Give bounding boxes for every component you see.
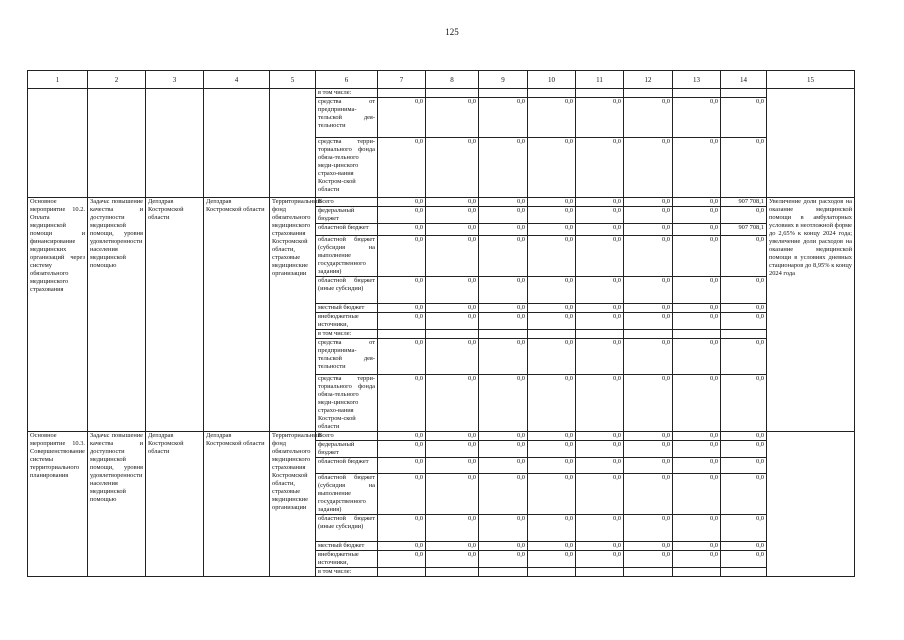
- value-cell: 0,0: [721, 313, 767, 330]
- value-cell: 0,0: [378, 432, 426, 441]
- value-cell: 0,0: [426, 277, 479, 304]
- value-cell: 0,0: [673, 198, 721, 207]
- value-cell: 0,0: [624, 542, 673, 551]
- value-cell: 0,0: [479, 207, 528, 224]
- budget-table: [27, 70, 855, 577]
- value-cell: 0,0: [624, 304, 673, 313]
- c2-cont: [88, 89, 146, 198]
- expected-result: Увеличение доли расходов на оказание медицинской помощи в амбулаторных условиях в неотложной форме до 2,65% к концу 2024 года; увеличение доли расходов на оказание медицинской помощи в условиях дневных стационаров до 8,95% к концу 2024 года: [767, 198, 855, 432]
- value-cell: 0,0: [721, 339, 767, 375]
- value-cell: 0,0: [673, 236, 721, 277]
- value-cell: 0,0: [528, 474, 576, 515]
- value-cell: 0,0: [624, 198, 673, 207]
- source-label: местный бюджет: [316, 542, 378, 551]
- value-cell: 0,0: [673, 277, 721, 304]
- value-cell: 907 708,1: [721, 224, 767, 236]
- column-header: 15: [767, 71, 855, 89]
- value-cell: 0,0: [479, 441, 528, 458]
- column-header: 7: [378, 71, 426, 89]
- empty-cell: [426, 568, 479, 577]
- value-cell: 0,0: [426, 339, 479, 375]
- value-cell: 0,0: [624, 98, 673, 138]
- value-cell: 0,0: [624, 458, 673, 474]
- value-cell: 0,0: [673, 207, 721, 224]
- value-cell: 0,0: [673, 339, 721, 375]
- source-label: областной бюджет (субсидия на выполнение государственного задания): [316, 236, 378, 277]
- value-cell: 0,0: [479, 375, 528, 432]
- empty-cell: [528, 568, 576, 577]
- column-header: 4: [204, 71, 270, 89]
- value-cell: 0,0: [576, 138, 624, 198]
- task-text: Задача: повышение качества и доступности медицинской помощи, уровня удовлетворенности населения медицинской помощью: [88, 198, 146, 432]
- value-cell: 0,0: [624, 375, 673, 432]
- empty-cell: [528, 330, 576, 339]
- value-cell: 0,0: [378, 375, 426, 432]
- value-cell: 0,0: [528, 313, 576, 330]
- value-cell: 0,0: [378, 313, 426, 330]
- value-cell: 0,0: [479, 432, 528, 441]
- value-cell: 0,0: [721, 474, 767, 515]
- empty-cell: [624, 568, 673, 577]
- value-cell: 0,0: [528, 515, 576, 542]
- empty-cell: [479, 89, 528, 98]
- empty-cell: [576, 330, 624, 339]
- empty-cell: [378, 89, 426, 98]
- value-cell: 0,0: [673, 375, 721, 432]
- source-label: областной бюджет (субсидия на выполнение государственного задания): [316, 474, 378, 515]
- value-cell: 0,0: [721, 277, 767, 304]
- source-label: федеральный бюджет: [316, 441, 378, 458]
- source-label: средства терри-ториального фонда обяза-тельного меди-цинского страхо-вания Костром-ской области: [316, 138, 378, 198]
- value-cell: 0,0: [479, 551, 528, 568]
- value-cell: 0,0: [378, 458, 426, 474]
- empty-cell: [624, 330, 673, 339]
- column-header: 11: [576, 71, 624, 89]
- value-cell: 0,0: [576, 198, 624, 207]
- source-label: местный бюджет: [316, 304, 378, 313]
- value-cell: 0,0: [528, 236, 576, 277]
- empty-cell: [479, 568, 528, 577]
- source-label: внебюджетные источники,: [316, 551, 378, 568]
- value-cell: 0,0: [624, 474, 673, 515]
- value-cell: 0,0: [528, 207, 576, 224]
- value-cell: 0,0: [721, 542, 767, 551]
- value-cell: 0,0: [426, 515, 479, 542]
- value-cell: 0,0: [624, 138, 673, 198]
- column-header: 14: [721, 71, 767, 89]
- empty-cell: [378, 330, 426, 339]
- column-header: 6: [316, 71, 378, 89]
- measure-name: Основное мероприятие 10.3. Совершенствование системы территориального планирования: [28, 432, 88, 577]
- value-cell: 0,0: [479, 313, 528, 330]
- value-cell: 0,0: [576, 339, 624, 375]
- value-cell: 0,0: [528, 198, 576, 207]
- value-cell: 0,0: [528, 224, 576, 236]
- value-cell: 0,0: [479, 458, 528, 474]
- empty-cell: [721, 568, 767, 577]
- value-cell: 0,0: [528, 542, 576, 551]
- value-cell: 0,0: [576, 515, 624, 542]
- c4-cont: [204, 89, 270, 198]
- value-cell: 0,0: [721, 236, 767, 277]
- value-cell: 0,0: [479, 138, 528, 198]
- value-cell: 0,0: [576, 542, 624, 551]
- column-header: 10: [528, 71, 576, 89]
- source-label: в том числе:: [316, 330, 378, 339]
- value-cell: 0,0: [426, 207, 479, 224]
- value-cell: 0,0: [576, 474, 624, 515]
- value-cell: 0,0: [576, 224, 624, 236]
- value-cell: 0,0: [426, 474, 479, 515]
- c1-cont: [28, 89, 88, 198]
- value-cell: 0,0: [673, 224, 721, 236]
- value-cell: 0,0: [426, 313, 479, 330]
- value-cell: 0,0: [528, 551, 576, 568]
- value-cell: 0,0: [673, 138, 721, 198]
- value-cell: 0,0: [479, 515, 528, 542]
- value-cell: 0,0: [426, 98, 479, 138]
- table-row: [28, 432, 855, 441]
- value-cell: 0,0: [479, 224, 528, 236]
- value-cell: 0,0: [426, 198, 479, 207]
- measure-name: Основное мероприятие 10.2. Оплата медицинской помощи и финансирование медицинских организаций через систему обязательного медицинского страхования: [28, 198, 88, 432]
- value-cell: 0,0: [378, 515, 426, 542]
- value-cell: 0,0: [528, 277, 576, 304]
- value-cell: 0,0: [479, 198, 528, 207]
- source-label: внебюджетные источники,: [316, 313, 378, 330]
- value-cell: 0,0: [673, 542, 721, 551]
- value-cell: 0,0: [673, 98, 721, 138]
- empty-cell: [426, 330, 479, 339]
- empty-cell: [479, 330, 528, 339]
- value-cell: 0,0: [426, 138, 479, 198]
- expected-result: [767, 432, 855, 577]
- value-cell: 0,0: [624, 313, 673, 330]
- column-header: 3: [146, 71, 204, 89]
- column-header: 8: [426, 71, 479, 89]
- value-cell: 0,0: [479, 474, 528, 515]
- value-cell: 0,0: [528, 441, 576, 458]
- value-cell: 0,0: [721, 441, 767, 458]
- value-cell: 0,0: [624, 339, 673, 375]
- source-label: средства терри-ториального фонда обяза-тельного меди-цинского страхо-вания Костром-ской области: [316, 375, 378, 432]
- table-row: [28, 198, 855, 207]
- value-cell: 0,0: [426, 542, 479, 551]
- co-executor: Депздрав Костромской области: [204, 432, 270, 577]
- value-cell: 0,0: [721, 515, 767, 542]
- value-cell: 0,0: [624, 515, 673, 542]
- value-cell: 907 708,1: [721, 198, 767, 207]
- value-cell: 0,0: [576, 432, 624, 441]
- value-cell: 0,0: [673, 551, 721, 568]
- value-cell: 0,0: [378, 441, 426, 458]
- value-cell: 0,0: [624, 207, 673, 224]
- c3-cont: [146, 89, 204, 198]
- empty-cell: [528, 89, 576, 98]
- value-cell: 0,0: [673, 515, 721, 542]
- value-cell: 0,0: [378, 474, 426, 515]
- empty-cell: [576, 89, 624, 98]
- source-label: федеральный бюджет: [316, 207, 378, 224]
- column-header: 1: [28, 71, 88, 89]
- empty-cell: [624, 89, 673, 98]
- value-cell: 0,0: [576, 375, 624, 432]
- responsible-executor: Депздрав Костромской области: [146, 432, 204, 577]
- value-cell: 0,0: [378, 339, 426, 375]
- column-header: 5: [270, 71, 316, 89]
- empty-cell: [721, 330, 767, 339]
- column-header: 9: [479, 71, 528, 89]
- value-cell: 0,0: [673, 474, 721, 515]
- value-cell: 0,0: [721, 138, 767, 198]
- value-cell: 0,0: [378, 236, 426, 277]
- source-label: средства от предпринима-тельской дея-тельности: [316, 339, 378, 375]
- c5-cont: [270, 89, 316, 198]
- source-label: областной бюджет (иные субсидии): [316, 277, 378, 304]
- value-cell: 0,0: [576, 277, 624, 304]
- column-header: 12: [624, 71, 673, 89]
- value-cell: 0,0: [576, 441, 624, 458]
- value-cell: 0,0: [378, 551, 426, 568]
- empty-cell: [673, 89, 721, 98]
- value-cell: 0,0: [378, 542, 426, 551]
- value-cell: 0,0: [378, 304, 426, 313]
- value-cell: 0,0: [721, 207, 767, 224]
- value-cell: 0,0: [576, 458, 624, 474]
- empty-cell: [426, 89, 479, 98]
- value-cell: 0,0: [721, 458, 767, 474]
- source-label: областной бюджет: [316, 224, 378, 236]
- empty-cell: [721, 89, 767, 98]
- column-header: 13: [673, 71, 721, 89]
- task-text: Задача: повышение качества и доступности медицинской помощи, уровня удовлетворенности населения медицинской помощью: [88, 432, 146, 577]
- value-cell: 0,0: [673, 313, 721, 330]
- source-label: областной бюджет: [316, 458, 378, 474]
- participants: Территориальный фонд обязательного медицинского страхования Костромской области, страховые медицинские организации: [270, 198, 316, 432]
- header-row: [28, 71, 855, 89]
- value-cell: 0,0: [721, 551, 767, 568]
- source-label: средства от предпринима-тельской дея-тельности: [316, 98, 378, 138]
- value-cell: 0,0: [528, 432, 576, 441]
- value-cell: 0,0: [426, 441, 479, 458]
- value-cell: 0,0: [528, 138, 576, 198]
- column-header: 2: [88, 71, 146, 89]
- value-cell: 0,0: [576, 313, 624, 330]
- value-cell: 0,0: [576, 207, 624, 224]
- value-cell: 0,0: [426, 551, 479, 568]
- value-cell: 0,0: [721, 375, 767, 432]
- value-cell: 0,0: [528, 304, 576, 313]
- value-cell: 0,0: [673, 304, 721, 313]
- source-label: Всего: [316, 432, 378, 441]
- value-cell: 0,0: [721, 432, 767, 441]
- value-cell: 0,0: [426, 432, 479, 441]
- source-label: Всего: [316, 198, 378, 207]
- value-cell: 0,0: [479, 277, 528, 304]
- value-cell: 0,0: [479, 542, 528, 551]
- value-cell: 0,0: [624, 441, 673, 458]
- value-cell: 0,0: [426, 458, 479, 474]
- value-cell: 0,0: [673, 432, 721, 441]
- empty-cell: [576, 568, 624, 577]
- table-row: [28, 89, 855, 98]
- value-cell: 0,0: [721, 304, 767, 313]
- empty-cell: [378, 568, 426, 577]
- value-cell: 0,0: [528, 375, 576, 432]
- value-cell: 0,0: [378, 277, 426, 304]
- value-cell: 0,0: [576, 304, 624, 313]
- value-cell: 0,0: [576, 551, 624, 568]
- source-label: в том числе:: [316, 568, 378, 577]
- c15-cont: [767, 89, 855, 198]
- value-cell: 0,0: [576, 236, 624, 277]
- value-cell: 0,0: [673, 441, 721, 458]
- value-cell: 0,0: [576, 98, 624, 138]
- value-cell: 0,0: [479, 236, 528, 277]
- value-cell: 0,0: [528, 458, 576, 474]
- value-cell: 0,0: [721, 98, 767, 138]
- empty-cell: [673, 330, 721, 339]
- responsible-executor: Депздрав Костромской области: [146, 198, 204, 432]
- value-cell: 0,0: [378, 138, 426, 198]
- value-cell: 0,0: [624, 277, 673, 304]
- value-cell: 0,0: [624, 236, 673, 277]
- value-cell: 0,0: [426, 375, 479, 432]
- value-cell: 0,0: [426, 236, 479, 277]
- value-cell: 0,0: [426, 304, 479, 313]
- source-label: в том числе:: [316, 89, 378, 98]
- value-cell: 0,0: [378, 207, 426, 224]
- value-cell: 0,0: [378, 198, 426, 207]
- participants: Территориальный фонд обязательного медицинского страхования Костромской области, страховые медицинские организации: [270, 432, 316, 577]
- co-executor: Депздрав Костромской области: [204, 198, 270, 432]
- page-number: 125: [445, 27, 459, 37]
- value-cell: 0,0: [479, 339, 528, 375]
- value-cell: 0,0: [426, 224, 479, 236]
- value-cell: 0,0: [528, 98, 576, 138]
- value-cell: 0,0: [624, 551, 673, 568]
- value-cell: 0,0: [673, 458, 721, 474]
- value-cell: 0,0: [378, 224, 426, 236]
- value-cell: 0,0: [378, 98, 426, 138]
- value-cell: 0,0: [624, 432, 673, 441]
- value-cell: 0,0: [624, 224, 673, 236]
- value-cell: 0,0: [528, 339, 576, 375]
- empty-cell: [673, 568, 721, 577]
- source-label: областной бюджет (иные субсидии): [316, 515, 378, 542]
- value-cell: 0,0: [479, 304, 528, 313]
- value-cell: 0,0: [479, 98, 528, 138]
